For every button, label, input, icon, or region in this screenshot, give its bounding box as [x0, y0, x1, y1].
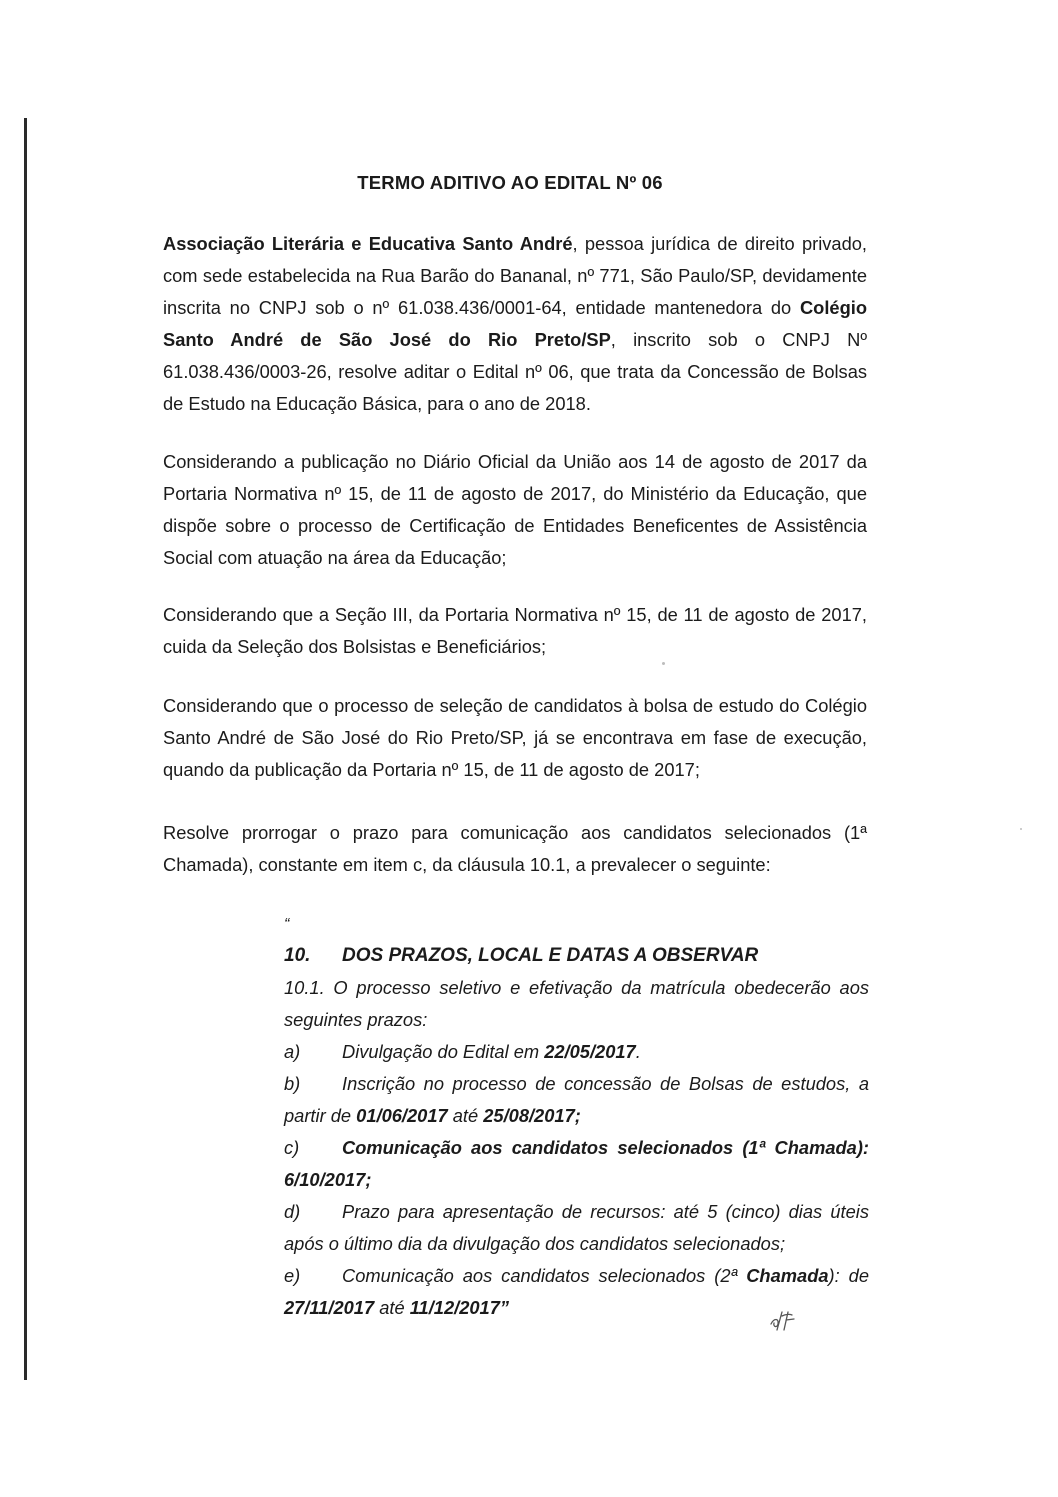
item-b-mid: até — [447, 1105, 484, 1126]
item-e-date-end: 11/12/2017” — [409, 1297, 509, 1318]
paragraph-considerando-1: Considerando a publicação no Diário Oficial da União aos 14 de agosto de 2017 da Portaria Normativa nº 15, de 11 de agosto de 2017, do Ministério da Educação, que dispõe sobre o processo de Certificação de Entidades Beneficentes de Assistência Social com atuação na área da Educação; — [163, 451, 867, 568]
item-b-date-start: 01/06/2017 — [356, 1105, 448, 1126]
document-title: TERMO ADITIVO AO EDITAL Nº 06 — [357, 172, 663, 193]
paragraph-resolve: Resolve prorrogar o prazo para comunicação aos candidatos selecionados (1ª Chamada), constante em item c, da cláusula 10.1, a prevalecer o seguinte: — [163, 822, 867, 875]
quoted-clause — [284, 940, 869, 1324]
item-d — [284, 1196, 869, 1260]
section-number: 10. — [284, 945, 311, 966]
item-e-mid1: ): de — [828, 1265, 869, 1286]
opening-quote: “ — [284, 916, 290, 933]
preamble-text-1: , pessoa jurídica de direito privado, com sede estabelecida na Rua Barão do Bananal, nº 771, São Paulo/SP, devidamente inscrita no CNPJ sob o nº 61.038.436/0001-64, entidade mantenedora do — [163, 233, 867, 318]
handwritten-initials — [768, 1308, 812, 1332]
item-e-text: Comunicação aos candidatos selecionados (2ª — [342, 1265, 747, 1286]
item-e-mid2: até — [374, 1297, 410, 1318]
association-name: Associação Literária e Educativa Santo André — [163, 233, 573, 254]
paragraph-preamble — [163, 228, 867, 420]
item-c — [284, 1132, 869, 1196]
item-b-text: Inscrição no processo de concessão de Bolsas de estudos, a partir de — [284, 1073, 869, 1126]
preamble-text-2: , inscrito sob o CNPJ Nº 61.038.436/0003-26, resolve aditar o Edital nº 06, que trata da Concessão de Bolsas de Estudo na Educação Básica, para o ano de 2018. — [163, 329, 868, 414]
item-a-date: 22/05/2017 — [544, 1041, 636, 1062]
item-b-date-end: 25/08/2017; — [483, 1105, 581, 1126]
section-title: DOS PRAZOS, LOCAL E DATAS A OBSERVAR — [342, 945, 759, 966]
item-a — [284, 1036, 869, 1068]
margin-line — [24, 118, 27, 1380]
item-a-letter: a) — [284, 1041, 301, 1062]
item-e-chamada: Chamada — [746, 1265, 829, 1286]
item-e-letter: e) — [284, 1265, 301, 1286]
item-d-text: Prazo para apresentação de recursos: até 5 (cinco) dias úteis após o último dia da divulgação dos candidatos selecionados; — [284, 1201, 869, 1254]
scan-speck — [1020, 828, 1022, 830]
section-intro: 10.1. O processo seletivo e efetivação da matrícula obedecerão aos seguintes prazos: — [284, 977, 869, 1030]
item-a-text: Divulgação do Edital em — [342, 1041, 545, 1062]
school-name: Colégio Santo André de São José do Rio Preto/SP — [163, 297, 867, 350]
item-b-letter: b) — [284, 1073, 301, 1094]
item-b — [284, 1068, 869, 1132]
section-heading — [284, 940, 869, 972]
item-d-letter: d) — [284, 1201, 301, 1222]
scan-speck — [662, 662, 665, 665]
paragraph-considerando-3: Considerando que o processo de seleção de candidatos à bolsa de estudo do Colégio Santo André de São José do Rio Preto/SP, já se encontrava em fase de execução, quando da publicação da Portaria nº 15, de 11 de agosto de 2017; — [163, 695, 867, 780]
paragraph-considerando-2: Considerando que a Seção III, da Portaria Normativa nº 15, de 11 de agosto de 2017, cuida da Seleção dos Bolsistas e Beneficiários; — [163, 604, 867, 657]
item-c-letter: c) — [284, 1137, 300, 1158]
item-a-end: . — [635, 1041, 641, 1062]
item-c-text: Comunicação aos candidatos selecionados (1ª Chamada): 6/10/2017; — [284, 1137, 869, 1190]
item-e-date-start: 27/11/2017 — [284, 1297, 375, 1318]
